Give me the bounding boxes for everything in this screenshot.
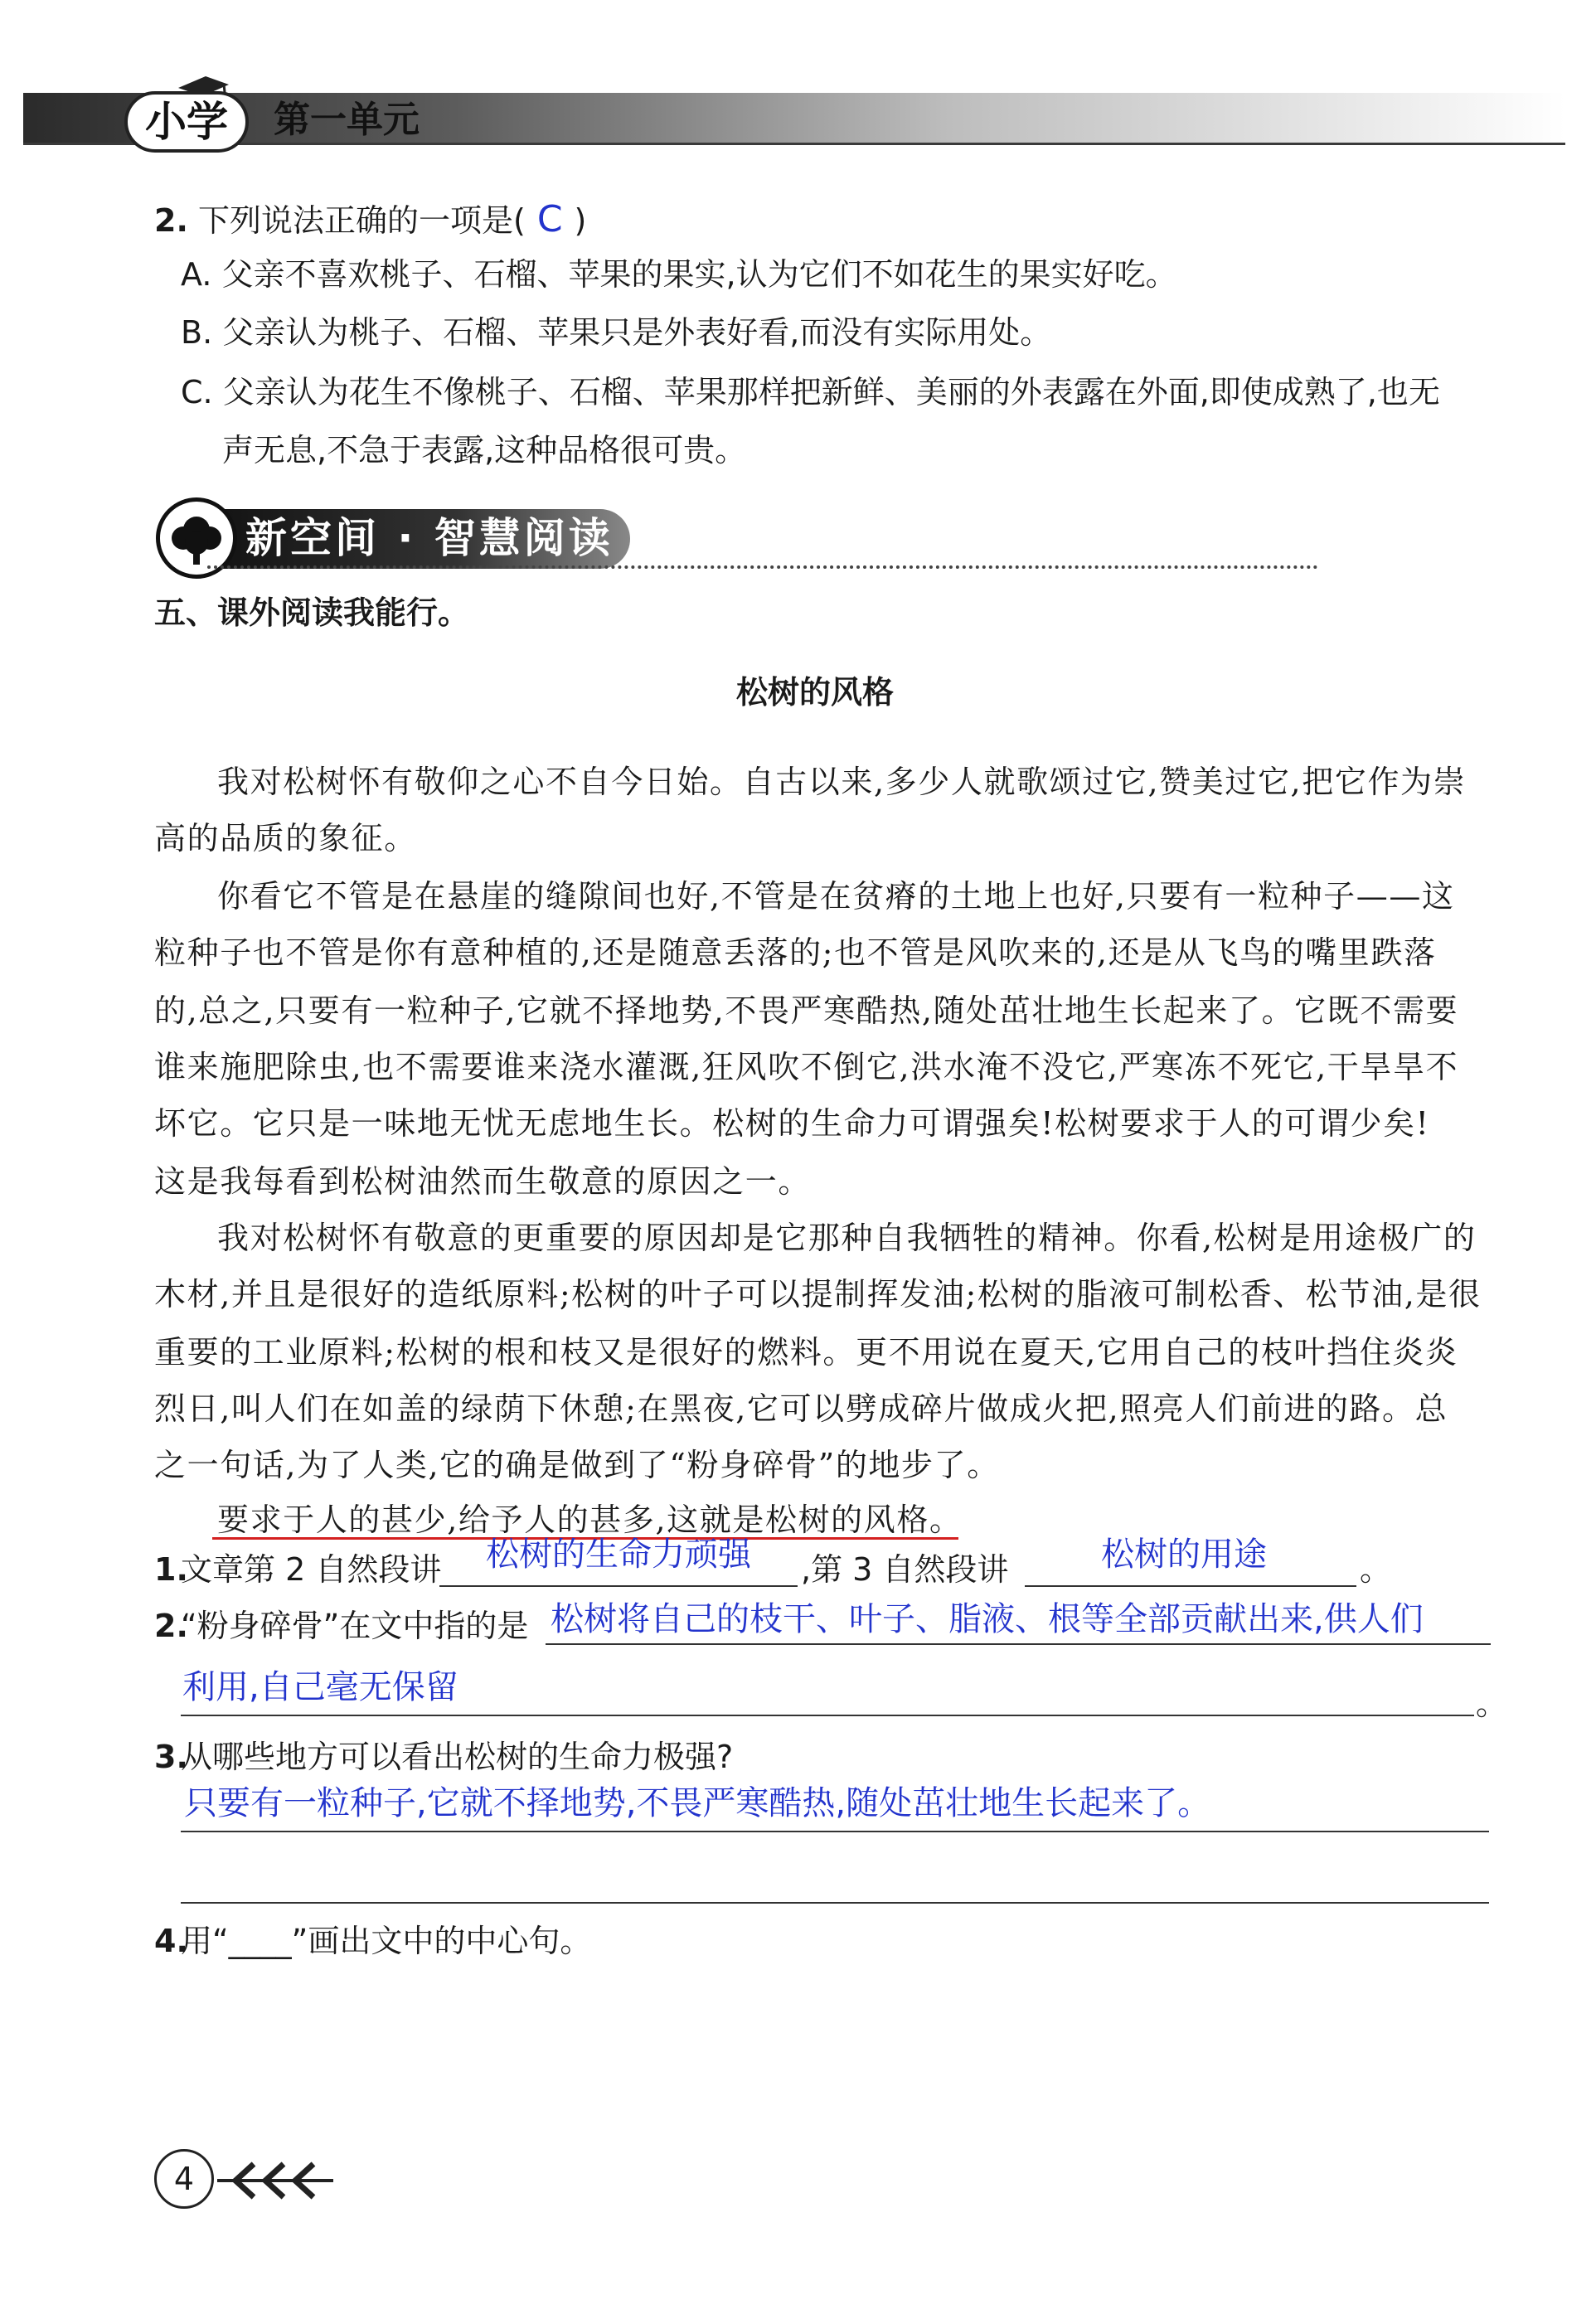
article-title: 松树的风格	[736, 674, 895, 711]
question-2-text: “粉身碎骨”在文中指的是	[181, 1608, 529, 1644]
header-bar	[23, 93, 1565, 144]
chevrons-left-icon	[217, 2156, 342, 2202]
question-4-number: 4.	[154, 1923, 188, 1959]
question-1-text-a: 文章第 2 自然段讲	[181, 1551, 442, 1588]
section-banner-title: 新空间 · 智慧阅读	[245, 514, 614, 562]
article-paragraph-line: 粒种子也不管是你有意种植的,还是随意丢落的;也不管是风吹来的,还是从飞鸟的嘴里跌落	[154, 934, 1437, 971]
prev-question-2	[154, 199, 586, 241]
answer-blank-line	[181, 1831, 1489, 1832]
answer-blank-line	[546, 1643, 1491, 1645]
article-paragraph-line: 木材,并且是很好的造纸原料;松树的叶子可以提制挥发油;松树的脂液可制松香、松节油,是很	[154, 1276, 1482, 1312]
article-paragraph-line: 这是我每看到松树油然而生敬意的原因之一。	[154, 1163, 812, 1200]
option-b: B. 父亲认为桃子、石榴、苹果只是外表好看,而没有实际用处。	[181, 314, 1052, 351]
question-1-text-end: 。	[1360, 1551, 1392, 1588]
banner-dotted-line	[207, 565, 1318, 569]
question-3-answer: 只要有一粒种子,它就不择地势,不畏严寒酷热,随处茁壮地生长起来了。	[184, 1784, 1211, 1822]
article-paragraph-line: 谁来施肥除虫,也不需要谁来浇水灌溉,狂风吹不倒它,洪水淹不没它,严寒冻不死它,干旱旱不	[154, 1049, 1459, 1085]
logo	[124, 73, 249, 156]
question-3-number: 3.	[154, 1739, 188, 1775]
unit-title: 第一单元	[274, 99, 420, 141]
question-stem: 下列说法正确的一项是(	[197, 202, 526, 239]
question-2-answer-line-2: 利用,自己毫无保留	[182, 1668, 458, 1706]
article-paragraph-line: 烈日,叫人们在如盖的绿荫下休憩;在黑夜,它可以劈成碎片做成火把,照亮人们前进的路。总	[154, 1390, 1448, 1427]
article-paragraph-line: 的,总之,只要有一粒种子,它就不择地势,不畏严寒酷热,随处茁壮地生长起来了。它既不需要	[154, 992, 1459, 1029]
answer-blank-line	[1025, 1585, 1356, 1587]
article-paragraph-line: 我对松树怀有敬意的更重要的原因却是它那种自我牺牲的精神。你看,松树是用途极广的	[217, 1220, 1477, 1256]
question-1-answer-b: 松树的用途	[1101, 1536, 1267, 1574]
question-1-answer-a: 松树的生命力顽强	[486, 1536, 751, 1574]
question-stem-end: )	[574, 202, 587, 239]
article-paragraph-line: 坏它。它只是一味地无忧无虑地生长。松树的生命力可谓强矣!松树要求于人的可谓少矣!	[154, 1105, 1430, 1142]
article-paragraph-line: 高的品质的象征。	[154, 820, 417, 856]
answer-choice: C	[536, 198, 563, 240]
central-sentence: 要求于人的甚少,给予人的甚多,这就是松树的风格。	[217, 1502, 963, 1538]
question-2-answer-line-1: 松树将自己的枝干、叶子、脂液、根等全部贡献出来,供人们	[551, 1600, 1424, 1638]
option-c-line-1: C. 父亲认为花生不像桃子、石榴、苹果那样把新鲜、美丽的外表露在外面,即使成熟了,也无	[181, 374, 1440, 410]
question-1-number: 1.	[154, 1551, 188, 1588]
question-number: 2.	[154, 202, 188, 239]
page-number: 4	[154, 2149, 214, 2209]
question-4-text: 用“____”画出文中的中心句。	[181, 1923, 592, 1959]
question-2-number: 2.	[154, 1608, 188, 1644]
article-paragraph-line: 你看它不管是在悬崖的缝隙间也好,不管是在贫瘠的土地上也好,只要有一粒种子——这	[217, 878, 1455, 915]
logo-text: 小学	[124, 91, 249, 153]
answer-blank-line	[181, 1902, 1489, 1904]
question-3-text: 从哪些地方可以看出松树的生命力极强?	[181, 1739, 734, 1775]
section-heading: 五、课外阅读我能行。	[154, 594, 470, 631]
header-divider	[23, 143, 1565, 145]
article-paragraph-line: 之一句话,为了人类,它的确是做到了“粉身碎骨”的地步了。	[154, 1447, 1000, 1483]
article-paragraph-line: 重要的工业原料;松树的根和枝又是很好的燃料。更不用说在夏天,它用自己的枝叶挡住炎炎	[154, 1334, 1458, 1371]
answer-blank-line	[439, 1585, 798, 1587]
question-2-text-end: 。	[1476, 1686, 1508, 1722]
option-c-line-2: 声无息,不急于表露,这种品格很可贵。	[222, 432, 747, 468]
option-a: A. 父亲不喜欢桃子、石榴、苹果的果实,认为它们不如花生的果实好吃。	[181, 256, 1177, 293]
question-1-text-b: ,第 3 自然段讲	[801, 1551, 1009, 1588]
article-paragraph-line: 我对松树怀有敬仰之心不自今日始。自古以来,多少人就歌颂过它,赞美过它,把它作为崇	[217, 764, 1467, 800]
answer-blank-line	[181, 1715, 1474, 1716]
